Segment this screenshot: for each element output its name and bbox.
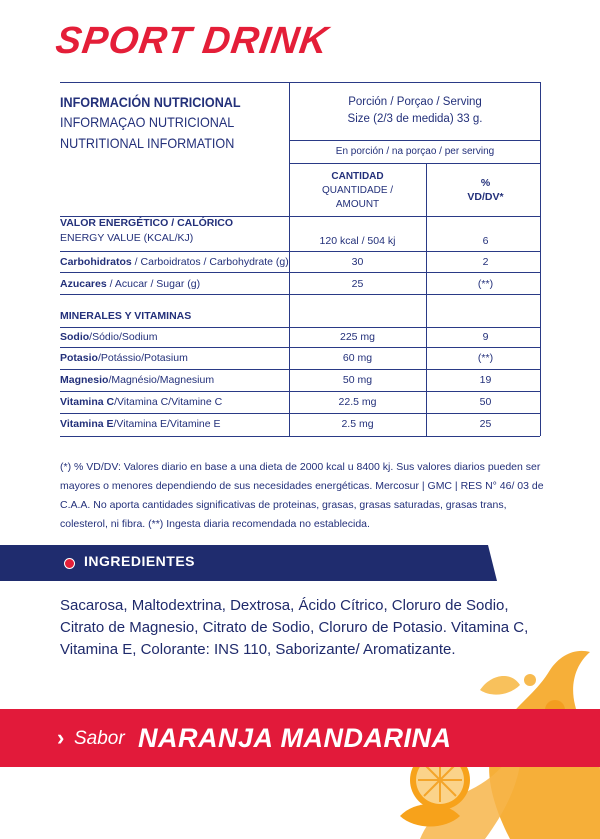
row-amount: 2.5 mg bbox=[341, 418, 374, 430]
row-label-rest: / Carboidratos / Carbohydrate (g) bbox=[131, 256, 289, 268]
row-amount: 22.5 mg bbox=[338, 396, 377, 408]
vd-header-percent: % bbox=[480, 177, 491, 189]
row-label-bold: Azucares bbox=[60, 278, 107, 290]
table-line-minerals bbox=[60, 327, 540, 328]
amount-header-pt: QUANTIDADE / bbox=[321, 185, 394, 196]
amount-column-header bbox=[290, 170, 425, 212]
table-line-vitc bbox=[60, 413, 540, 414]
table-line-vite bbox=[60, 436, 540, 437]
table-vline-mid bbox=[426, 163, 427, 436]
table-row-label bbox=[60, 374, 214, 386]
row-amount: 60 mg bbox=[342, 352, 373, 364]
row-vd: (**) bbox=[477, 352, 494, 364]
per-serving-label: En porción / na porçao / per serving bbox=[335, 146, 495, 157]
amount-header-en: AMOUNT bbox=[335, 199, 380, 210]
footnote: (*) % VD/DV: Valores diario en base a una dieta de 2000 kcal u 8400 kj. Sus valores diarios pueden ser mayores o menores dependiendo de sus necesidades energéticas. Mercosur | GMC | RES N° 46/ 03 de C.A.A. No aporta cantidades significativas de proteinas, grasas, grasas saturadas, grasas trans, colesterol, ni fibra. (**) Ingesta diaria recomendada no establecida. bbox=[60, 461, 544, 530]
brand-title: SPORT DRINK bbox=[53, 20, 332, 62]
header-title-pt: INFORMAÇAO NUTRICIONAL bbox=[60, 114, 235, 130]
portion-line-1: Porción / Porçao / Serving bbox=[348, 96, 482, 108]
table-row-label bbox=[60, 352, 188, 364]
row-vd: (**) bbox=[477, 278, 494, 290]
row-label-bold: Vitamina E bbox=[60, 418, 114, 430]
table-line-portion bbox=[289, 140, 540, 141]
ingredients-title: INGREDIENTES bbox=[84, 553, 196, 569]
row-label-rest: /Magnésio/Magnesium bbox=[108, 374, 215, 386]
table-row-label bbox=[60, 256, 289, 268]
row-label-rest: /Sódio/Sodium bbox=[89, 331, 158, 343]
table-line-magnesio bbox=[60, 391, 540, 392]
table-line-sodio bbox=[60, 347, 540, 348]
row-vd: 9 bbox=[482, 331, 489, 343]
energy-label-es: VALOR ENERGÉTICO / CALÓRICO bbox=[60, 217, 234, 229]
row-label-rest: /Potássio/Potasium bbox=[97, 352, 188, 364]
row-label-bold: Carbohidratos bbox=[60, 256, 132, 268]
row-label-rest: /Vitamina E/Vitamine E bbox=[113, 418, 221, 430]
table-line-potasio bbox=[60, 369, 540, 370]
table-line-sugar bbox=[60, 294, 540, 295]
row-vd: 19 bbox=[479, 374, 492, 386]
row-vd: 2 bbox=[482, 256, 489, 268]
vd-header-label: VD/DV* bbox=[467, 191, 504, 203]
row-label-rest: / Acucar / Sugar (g) bbox=[106, 278, 201, 290]
vd-column-header bbox=[428, 176, 543, 204]
row-amount: 30 bbox=[351, 256, 364, 268]
table-top-line bbox=[60, 82, 540, 83]
ingredients-text: Sacarosa, Maltodextrina, Dextrosa, Ácido Cítrico, Cloruro de Sodio, Citrato de Magnesio, Citrato de Sodio, Cloruro de Potasio. Vitamina C, Vitamina E, Colorante: INS 110, Saborizante/ Aromatizante. bbox=[60, 597, 529, 658]
energy-amount: 120 kcal / 504 kj bbox=[319, 235, 396, 247]
energy-vd: 6 bbox=[482, 235, 489, 247]
table-line-energy bbox=[60, 251, 540, 252]
row-vd: 50 bbox=[479, 396, 492, 408]
row-label-bold: Potasio bbox=[60, 352, 98, 364]
row-amount: 225 mg bbox=[339, 331, 376, 343]
table-row-label bbox=[60, 418, 221, 430]
header-title-es: INFORMACIÓN NUTRICIONAL bbox=[60, 94, 241, 110]
row-label-bold: Sodio bbox=[60, 331, 90, 343]
table-row-label bbox=[60, 396, 222, 408]
energy-label-en: ENERGY VALUE (KCAL/KJ) bbox=[60, 232, 194, 244]
flavor-prefix: Sabor bbox=[74, 728, 125, 749]
row-amount: 25 bbox=[351, 278, 364, 290]
row-amount: 50 mg bbox=[342, 374, 373, 386]
flavor-name: NARANJA MANDARINA bbox=[138, 723, 452, 753]
row-label-rest: /Vitamina C/Vitamine C bbox=[114, 396, 223, 408]
table-line-perserving bbox=[289, 163, 540, 164]
header-title-en: NUTRITIONAL INFORMATION bbox=[60, 135, 235, 151]
chevron-right-icon: › bbox=[57, 725, 65, 750]
table-row-label bbox=[60, 278, 200, 290]
table-row-label bbox=[60, 331, 157, 343]
table-line-carbs bbox=[60, 272, 540, 273]
row-label-bold: Magnesio bbox=[60, 374, 109, 386]
portion-line-2: Size (2/3 de medida) 33 g. bbox=[347, 113, 483, 125]
bullet-dot-icon bbox=[64, 558, 75, 569]
row-vd: 25 bbox=[479, 418, 492, 430]
amount-header-es: CANTIDAD bbox=[331, 171, 384, 182]
row-label-bold: Vitamina C bbox=[60, 396, 115, 408]
minerals-title: MINERALES Y VITAMINAS bbox=[60, 310, 192, 322]
